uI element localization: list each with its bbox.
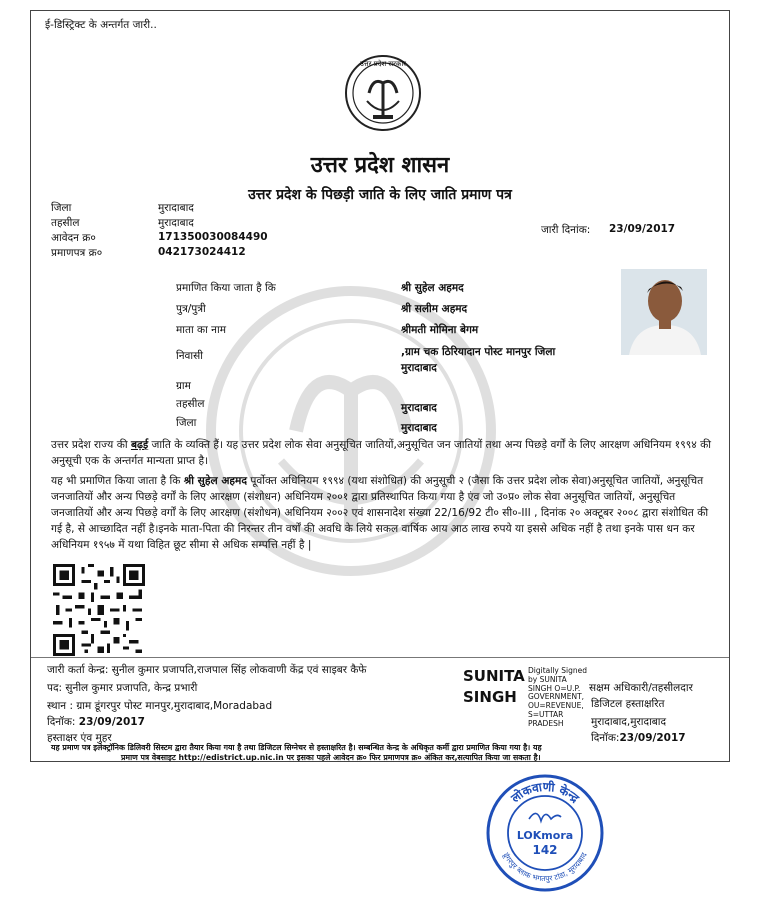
authority-place: मुरादाबाद,मुरादाबाद bbox=[591, 716, 667, 728]
sub-title: उत्तर प्रदेश के पिछड़ी जाति के लिए जाति प्रमाण पत्र bbox=[248, 187, 512, 203]
district-value: मुरादाबाद bbox=[158, 202, 194, 214]
stamp-number: 142 bbox=[532, 843, 558, 857]
issuer-post: पद: सुनील कुमार प्रजापति, केन्द्र प्रभारी bbox=[47, 682, 198, 694]
paragraph-caste: उत्तर प्रदेश राज्य की बढ़ई जाति के व्यक्ति हैं। यह उत्तर प्रदेश लोक सेवा अनुसूचित जातियों,अनुसूचित जन जातियों तथा अन्य पिछड़े वर्गों के लिए आरक्षण अधिनियम १९९४ की अनुसूची एक के अन्तर्गत मान्यता प्राप्त है। bbox=[51, 439, 711, 467]
sign-seal-label: हस्ताक्षर एंव मुहर bbox=[47, 732, 112, 744]
caste-name: बढ़ई bbox=[130, 439, 149, 451]
village-label: ग्राम bbox=[176, 380, 191, 392]
authority-digital: डिजिटल हस्ताक्षरित bbox=[591, 698, 665, 710]
emblem-text: उत्तर प्रदेश सरकार bbox=[359, 60, 407, 68]
footer-line-1: यह प्रमाण पत्र इलेक्ट्रॉनिक डिलिवरी सिस्टम द्वारा तैयार किया गया है तथा डिजिटल सिग्नेचर से हस्ताक्षरित है। सम्बन्धित केन्द्र के अधिकृत कर्मी द्वारा प्रमाणित किया गया है। यह bbox=[51, 743, 542, 752]
resident-label: निवासी bbox=[176, 350, 203, 362]
issuing-centre: जारी कर्ता केन्द्र: सुनील कुमार प्रजापति,राजपाल सिंह लोकवाणी केंद्र एवं साइबर कैफे bbox=[47, 664, 367, 676]
mother-label: माता का नाम bbox=[176, 324, 226, 336]
district-value-2: मुरादाबाद bbox=[401, 422, 437, 434]
main-title: उत्तर प्रदेश शासन bbox=[310, 152, 450, 178]
footer-line-2: प्रमाण पत्र वेबसाइट http://edistrict.up.nic.in पर इसका पहले आवेदन क्र० फिर प्रमाणपत्र क्र० अंकित कर,सत्यापित किया जा सकता है। bbox=[121, 753, 541, 762]
district-label-2: जिला bbox=[176, 417, 197, 429]
header-note: ई-डिस्ट्रिक्ट के अन्तर्गत जारी.. bbox=[45, 19, 157, 31]
address-line-2: मुरादाबाद bbox=[401, 362, 437, 374]
tehsil-label: तहसील bbox=[51, 217, 80, 229]
stamp-signature-icon bbox=[529, 813, 561, 821]
up-emblem-icon bbox=[343, 53, 423, 133]
lokvani-stamp bbox=[485, 773, 605, 893]
person-name: श्री सुहेल अहमद bbox=[401, 282, 464, 294]
mother-name: श्रीमती मोमिना बेगम bbox=[401, 324, 479, 336]
issuer-place: स्थान : ग्राम डूंगरपुर पोस्ट मानपुर,मुरादाबाद,Moradabad bbox=[47, 700, 273, 712]
tehsil-label-2: तहसील bbox=[176, 398, 205, 410]
qr-code bbox=[53, 564, 145, 656]
stamp-code: LOKmora bbox=[516, 829, 574, 842]
tehsil-value: मुरादाबाद bbox=[158, 217, 194, 229]
digital-sign-details: Digitally Signed by SUNITA SINGH O=U.P. GOVERNMENT, OU=REVENUE, S=UTTAR PRADESH bbox=[528, 666, 587, 728]
stamp-top-text: लोकवाणी केन्द्र bbox=[508, 779, 582, 806]
authority-date: दिनॉक:23/09/2017 bbox=[591, 732, 686, 744]
district-label: जिला bbox=[51, 202, 72, 214]
application-no-value: 171350030084490 bbox=[158, 231, 268, 243]
applicant-photo bbox=[621, 269, 707, 355]
issuer-date: दिनॉक: 23/09/2017 bbox=[47, 716, 145, 728]
divider-line bbox=[31, 657, 729, 658]
certify-label: प्रमाणित किया जाता है कि bbox=[176, 282, 276, 294]
paragraph-creamy-layer: यह भी प्रमाणित किया जाता है कि श्री सुहेल अहमद पूर्वोक्त अधिनियम १९९४ (यथा संशोधित) की अनुसूची २ (जैसा कि उत्तर प्रदेश लोक सेवा)अनुसूचित जातियों, अनुसूचित जनजातियों और अन्य पिछड़े वर्गों के लिए आरक्षण (संशोधन) अधिनियम २००१ द्वारा प्रतिस्थापित किया गया है एंव जो उ०प्र० लोक सेवा अनुसूचित जातियों, अनुसूचित जनजातियों और अन्य पिछड़े वर्गों के लिए आरक्षण (संशोधन) अधिनियम २००२ एवं शासनादेश संख्या 22/16/92 टी० सी०-III , दिनांक २० अक्टूबर २००८ द्वारा संशोधित की गई है, से आच्छादित नहीं है।इनके माता-पिता की निरन्तर तीन वर्षों की अवधि के लिये सकल वार्षिक आय आठ लाख रुपये या इससे अधिक नहीं है तथा इनके पास धन कर अधिनियम १९५७ में यथा विहित छूट सीमा से अधिक सम्पत्ति नहीं है | bbox=[51, 475, 709, 551]
authority-title: सक्षम अधिकारी/तहसीलदार bbox=[589, 682, 693, 694]
address-line-1: ,ग्राम चक ठिरियादान पोस्ट मानपुर जिला bbox=[401, 346, 556, 358]
certificate-sheet bbox=[30, 10, 730, 762]
stamp-bottom-text: डूंगरपुर ब्लाक भगतपुर टांडा, मुरादाबाद bbox=[501, 851, 589, 884]
issue-date-value: 23/09/2017 bbox=[609, 223, 676, 235]
certificate-no-label: प्रमाणपत्र क्र० bbox=[51, 247, 103, 259]
parent-name: श्री सलीम अहमद bbox=[401, 303, 468, 315]
digital-sign-name-2: SINGH bbox=[463, 688, 517, 706]
person-name-inline: श्री सुहेल अहमद bbox=[183, 475, 248, 487]
issue-date-label: जारी दिनांक: bbox=[541, 224, 591, 236]
tehsil-value-2: मुरादाबाद bbox=[401, 402, 437, 414]
digital-sign-name-1: SUNITA bbox=[463, 667, 525, 685]
application-no-label: आवेदन क्र० bbox=[51, 232, 96, 244]
certificate-no-value: 042173024412 bbox=[158, 246, 246, 258]
parent-label: पुत्र/पुत्री bbox=[176, 303, 206, 315]
